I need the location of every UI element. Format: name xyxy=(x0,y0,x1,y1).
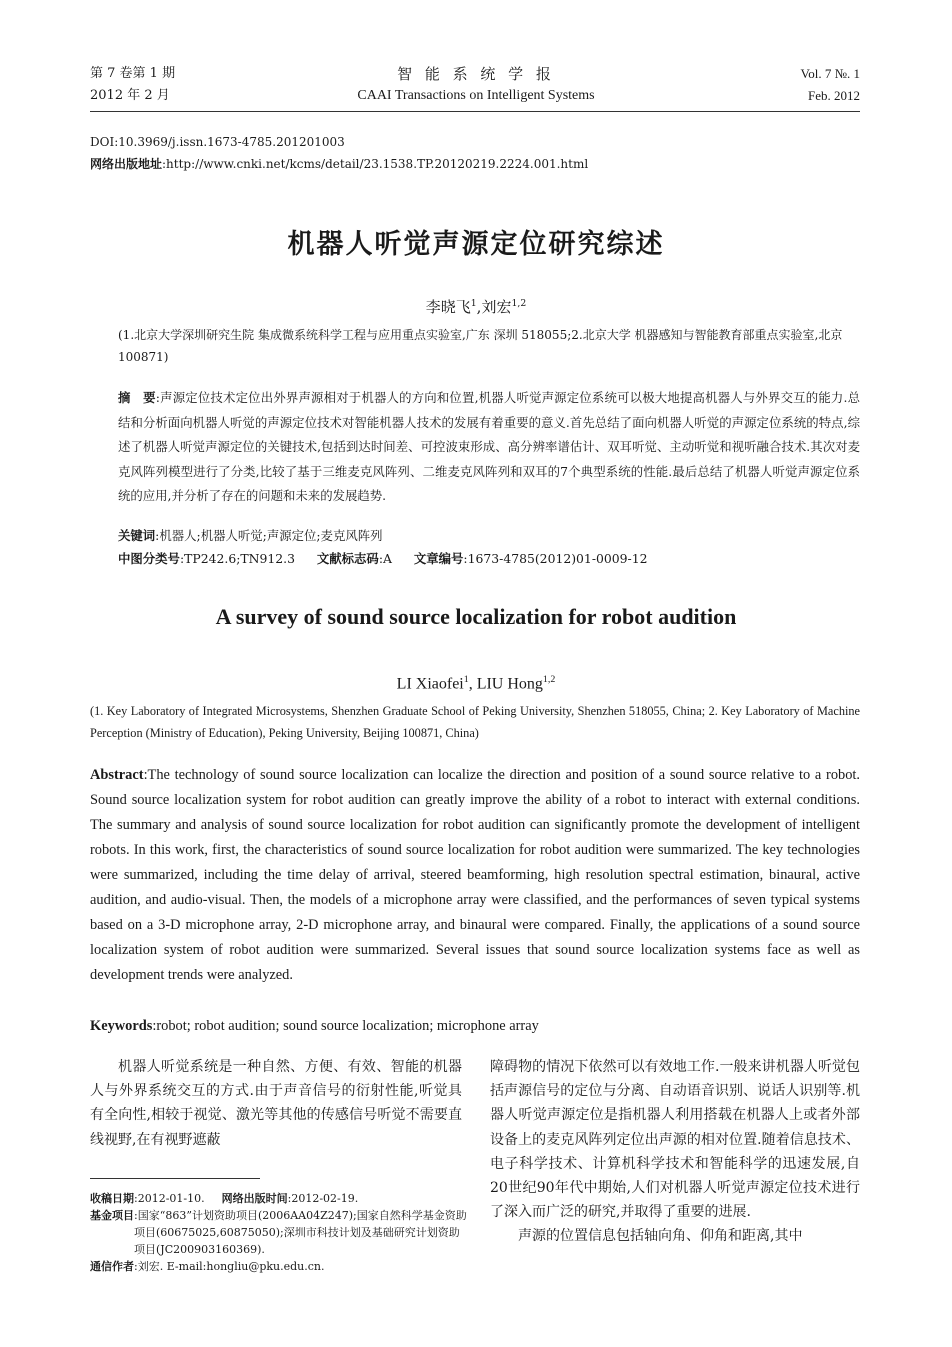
article-no-label: 文章编号 xyxy=(413,551,464,566)
issue-cn: 第 7 卷第 1 期 xyxy=(90,66,176,81)
abstract-cn xyxy=(118,386,860,509)
keywords-cn-label: 关键词 xyxy=(118,528,156,543)
body-right-column xyxy=(490,1055,860,1249)
article-no-value: :1673-4785(2012)01-0009-12 xyxy=(463,551,648,566)
doc-code-label: 文献标志码 xyxy=(316,551,379,566)
classification-line xyxy=(118,547,860,572)
author-2-en-sup: 1,2 xyxy=(542,674,556,685)
received-date: :2012-01-10. xyxy=(134,1192,205,1205)
footnote-author xyxy=(90,1258,470,1275)
authors-cn xyxy=(0,296,952,317)
online-address-url[interactable]: :http://www.cnki.net/kcms/detail/23.1538.TP.20120219.2224.001.html xyxy=(162,157,589,171)
volume-en: Vol. 7 №. 1 xyxy=(800,66,860,81)
body-right-paragraph-2: 声源的位置信息包括轴向角、仰角和距离,其中 xyxy=(518,1228,803,1245)
corresponding-author: :刘宏. E-mail:hongliu@pku.edu.cn. xyxy=(134,1260,325,1273)
clc-label: 中图分类号 xyxy=(118,551,180,566)
affiliation-en: (1. Key Laboratory of Integrated Microsystems, Shenzhen Graduate School of Peking University, Shenzhen 518055, China; 2. Key Laboratory of Machine Perception (Ministry of Education), Peking University, Beijing 100871, China) xyxy=(90,704,860,740)
abstract-cn-label: 摘 要 xyxy=(118,390,156,405)
online-address xyxy=(90,155,588,174)
author-1-en: LI Xiaofei xyxy=(396,675,464,693)
doi: DOI:10.3969/j.issn.1673-4785.201201003 xyxy=(90,135,345,149)
author-2-cn: 刘宏 xyxy=(481,298,512,316)
keywords-en-text: :robot; robot audition; sound source localization; microphone array xyxy=(152,1018,539,1034)
author-1-cn: 李晓飞 xyxy=(425,298,471,316)
clc-value: :TP242.6;TN912.3 xyxy=(179,551,295,566)
online-time: :2012-02-19. xyxy=(287,1192,359,1205)
author-2-en: LIU Hong xyxy=(476,675,543,693)
header-rule xyxy=(90,111,860,112)
date-cn: 2012 年 2 月 xyxy=(90,88,170,103)
authors-en xyxy=(0,674,952,693)
footnote xyxy=(90,1190,470,1275)
author-1-en-sup: 1 xyxy=(463,674,469,685)
date-en: Feb. 2012 xyxy=(808,88,860,103)
doc-code-value: :A xyxy=(378,551,392,566)
author-1-cn-sup: 1 xyxy=(470,298,477,309)
author-sep-cn: , xyxy=(476,298,482,316)
keywords-cn xyxy=(118,524,860,549)
author-sep-en: , xyxy=(468,675,477,693)
body-left-column xyxy=(90,1055,462,1152)
fund-label: 基金项目 xyxy=(90,1209,134,1222)
received-label: 收稿日期 xyxy=(90,1192,134,1205)
journal-title-en: CAAI Transactions on Intelligent Systems xyxy=(357,88,595,103)
author-2-cn-sup: 1,2 xyxy=(511,298,527,309)
body-left-paragraph: 机器人听觉系统是一种自然、方便、有效、智能的机器人与外界系统交互的方式.由于声音信号的衍射性能,听觉具有全向性,相较于视觉、激光等其他的传感信号听觉不需要直线视野,在有视野遮蔽 xyxy=(90,1059,462,1148)
fund-text: :国家“863”计划资助项目(2006AA04Z247);国家自然科学基金资助项目(60675025,60875050);深圳市科技计划及基础研究计划资助项目(JC200903160369). xyxy=(134,1209,467,1256)
footnote-fund xyxy=(90,1207,470,1258)
online-time-label: 网络出版时间 xyxy=(221,1192,288,1205)
paper-title-cn: 机器人听觉声源定位研究综述 xyxy=(287,229,665,260)
paper-title-en: A survey of sound source localization for robot audition xyxy=(215,604,737,629)
keywords-en xyxy=(90,1014,860,1039)
abstract-cn-text: :声源定位技术定位出外界声源相对于机器人的方向和位置,机器人听觉声源定位系统可以极大地提高机器人与外界交互的能力.总结和分析面向机器人听觉的声源定位技术对智能机器人技术的发展有着重要的意义.首先总结了面向机器人听觉的声源定位系统的特点,综述了机器人听觉声源定位的关键技术,包括到达时间差、可控波束形成、高分辨率谱估计、双耳听觉、主动听觉和视听融合技术.其次对麦克风阵列模型进行了分类,比较了基于三维麦克风阵列、二维麦克风阵列和双耳的7个典型系统的性能.最后总结了机器人听觉声源定位系统的应用,并分析了存在的问题和未来的发展趋势. xyxy=(118,390,861,503)
online-address-label: 网络出版地址 xyxy=(90,157,163,171)
affiliation-cn: (1.北京大学深圳研究生院 集成微系统科学工程与应用重点实验室,广东 深圳 518055;2.北京大学 机器感知与智能教育部重点实验室,北京 100871) xyxy=(118,328,843,364)
corresponding-author-label: 通信作者 xyxy=(90,1260,134,1273)
body-right-paragraph-1: 障碍物的情况下依然可以有效地工作.一般来讲机器人听觉包括声源信号的定位与分离、自动语音识别、说话人识别等.机器人听觉声源定位是指机器人利用搭载在机器人上或者外部设备上的麦克风阵列定位出声源的相对位置.随着信息技术、电子科学技术、计算机科学技术和智能科学的迅速发展,自20世纪90年代中期始,人们对机器人听觉声源定位技术进行了深入而广泛的研究,并取得了重要的进展. xyxy=(490,1059,860,1221)
footnote-dates xyxy=(90,1190,470,1207)
keywords-cn-text: :机器人;机器人听觉;声源定位;麦克风阵列 xyxy=(155,528,383,543)
abstract-en xyxy=(90,763,860,988)
abstract-en-label: Abstract xyxy=(90,767,144,783)
keywords-en-label: Keywords xyxy=(90,1018,153,1034)
footnote-rule xyxy=(90,1178,260,1179)
journal-title-cn: 智 能 系 统 学 报 xyxy=(397,65,555,83)
abstract-en-text: :The technology of sound source localization can localize the direction and position of a sound source relative to a robot. Sound source localization system for robot audition can greatly improve the ability of a robot to interact with external conditions. The summary and analysis of sound source localization for robot audition can significantly promote the development of intelligent robots. In this work, first, the characteristics of sound source localization for robot audition were summarized. The key technologies were summarized, including the time delay of arrival, steered beamforming, high resolution spectral estimation, binaural, active audition, and audio-visual. Then, the models of a microphone array were classified, and the performances of seven typical systems based on a 3-D microphone array, 2-D microphone array, and binaural were compared. Finally, the applications of a sound source localization system of robot audition were summarized. Several issues that sound source localization systems face as well as development trends were analyzed. xyxy=(90,767,860,983)
